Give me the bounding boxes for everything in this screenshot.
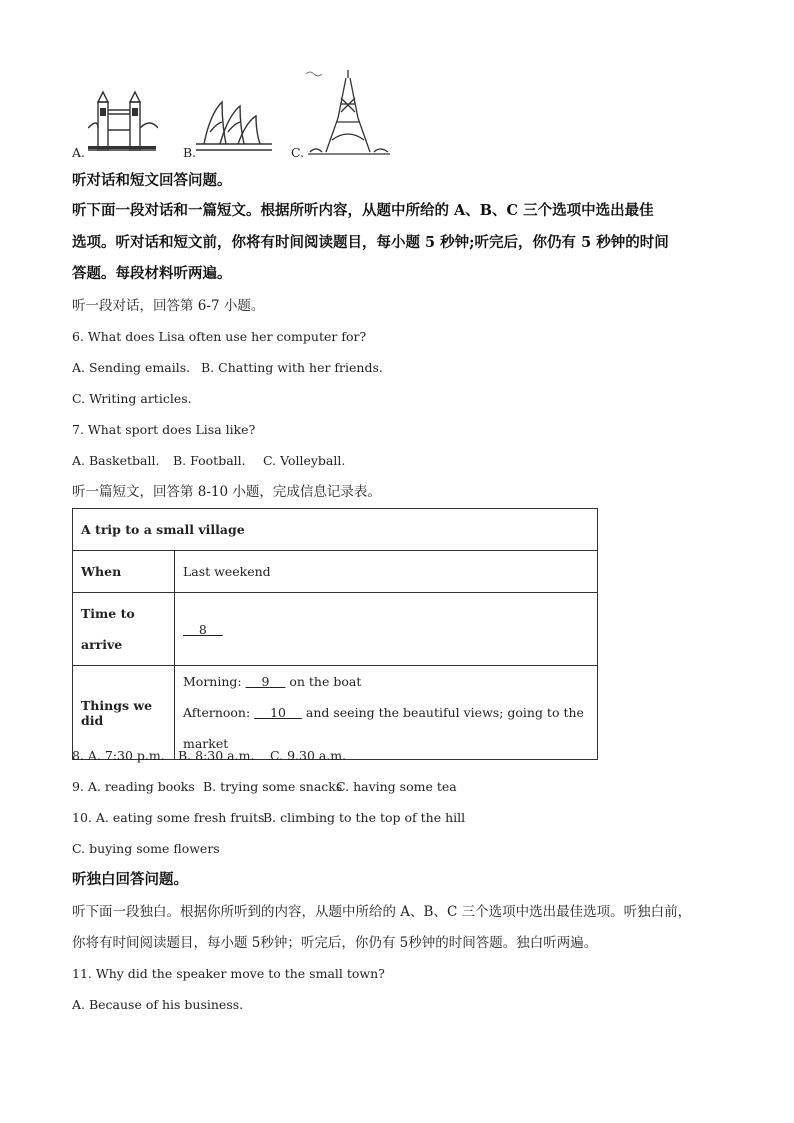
q9-option-b: B. trying some snacks <box>203 779 343 794</box>
when-value: Last weekend <box>175 551 598 593</box>
q10-option-c: C. buying some flowers <box>72 841 220 856</box>
afternoon-label: Afternoon: <box>183 705 251 720</box>
opera-house-icon <box>196 94 272 156</box>
q10-option-b: B. climbing to the top of the hill <box>263 810 466 825</box>
q7-option-c: C. Volleyball. <box>263 453 346 468</box>
when-label: When <box>73 551 175 593</box>
section1-instruction-2: 选项。听对话和短文前，你将有时间阅读题目，每小题 5 秒钟;听完后，你仍有 5 秒钟的时间 <box>72 234 669 251</box>
blank-8[interactable]: 8 <box>198 621 207 637</box>
q8-option-a: 8. A. 7:30 p.m. <box>72 748 165 763</box>
things-label: Things we did <box>73 666 175 760</box>
picture-c-label: C. <box>291 145 305 160</box>
section1-instruction-3: 答题。每段材料听两遍。 <box>72 265 232 282</box>
dialogue-note: 听一段对话，回答第 6-7 小题。 <box>72 298 265 314</box>
q11-question: 11. Why did the speaker move to the small town? <box>72 966 385 981</box>
picture-a-label: A. <box>72 145 86 160</box>
passage-note: 听一篇短文，回答第 8-10 小题，完成信息记录表。 <box>72 484 381 500</box>
q7-option-b: B. Football. <box>173 453 246 468</box>
section2-title: 听独白回答问题。 <box>72 871 188 888</box>
eiffel-tower-icon <box>304 68 394 158</box>
q9-option-a: 9. A. reading books <box>72 779 195 794</box>
q8-option-b: B. 8:30 a.m. <box>178 748 255 763</box>
q6-option-a: A. Sending emails. <box>72 360 191 375</box>
picture-b-label: B. <box>183 145 197 160</box>
time-value <box>175 593 598 666</box>
time-label-line1: Time to <box>81 606 135 621</box>
time-label <box>73 593 175 666</box>
morning-label: Morning: <box>183 674 242 689</box>
picture-b <box>196 94 272 156</box>
blank-10[interactable]: 10 <box>270 705 286 720</box>
q8-option-c: C. 9.30 a.m. <box>270 748 347 763</box>
section2-instruction-1: 听下面一段独白。根据你所听到的内容，从题中所给的 A、B、C 三个选项中选出最佳选项。听独白前， <box>72 904 692 920</box>
q11-option-a: A. Because of his business. <box>72 997 244 1012</box>
table-title: A trip to a small village <box>73 509 598 551</box>
afternoon-rest: and seeing the beautiful views; going to the market <box>183 705 584 751</box>
picture-c <box>304 68 394 158</box>
q6-option-b: B. Chatting with her friends. <box>201 360 383 375</box>
q6-option-c: C. Writing articles. <box>72 391 192 406</box>
section2-instruction-2: 你将有时间阅读题目，每小题 5秒钟；听完后，你仍有 5秒钟的时间答题。独白听两遍。 <box>72 935 598 951</box>
things-value <box>175 666 598 760</box>
morning-rest: on the boat <box>289 674 362 689</box>
q6-question: 6. What does Lisa often use her computer for? <box>72 329 367 344</box>
time-label-line2: arrive <box>81 637 123 652</box>
info-record-table <box>72 508 598 760</box>
section1-title: 听对话和短文回答问题。 <box>72 172 232 189</box>
tower-bridge-icon <box>88 88 158 158</box>
q10-option-a: 10. A. eating some fresh fruits <box>72 810 265 825</box>
morning-line <box>183 666 589 697</box>
q9-option-c: C. having some tea <box>336 779 457 794</box>
blank-9[interactable]: 9 <box>261 674 270 689</box>
picture-a <box>88 88 158 158</box>
section1-instruction-1: 听下面一段对话和一篇短文。根据所听内容，从题中所给的 A、B、C 三个选项中选出最佳 <box>72 202 654 219</box>
q7-question: 7. What sport does Lisa like? <box>72 422 256 437</box>
q7-option-a: A. Basketball. <box>72 453 160 468</box>
